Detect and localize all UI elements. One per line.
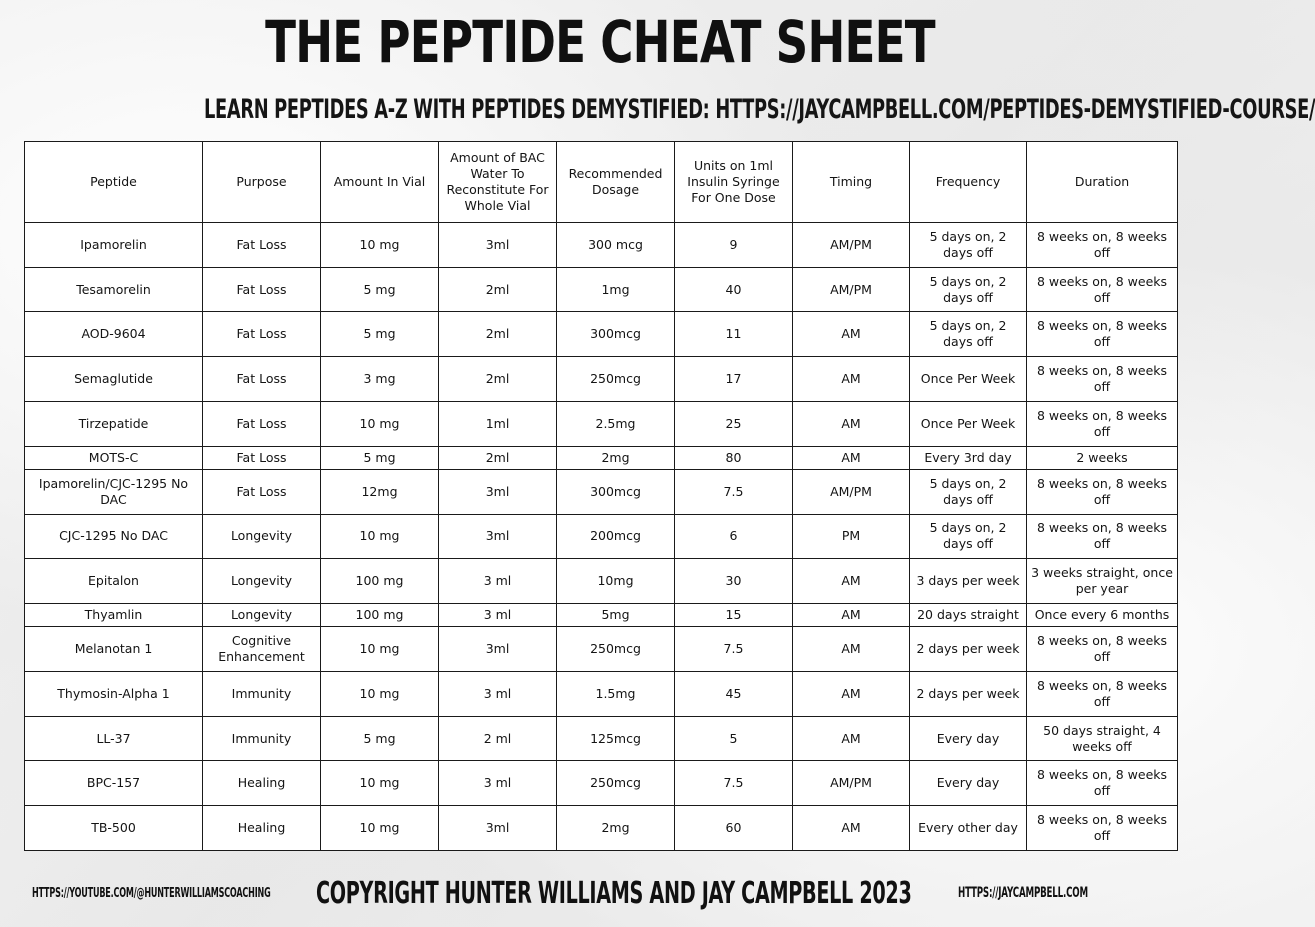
cell-peptide: Tesamorelin (25, 267, 203, 312)
cell-peptide: LL-37 (25, 716, 203, 761)
cell-timing: AM (793, 603, 910, 626)
cell-bac-water: 3 ml (439, 603, 557, 626)
cell-peptide: AOD-9604 (25, 312, 203, 357)
cell-peptide: Ipamorelin (25, 223, 203, 268)
cell-units: 7.5 (675, 469, 793, 514)
cell-duration: 8 weeks on, 8 weeks off (1027, 806, 1178, 851)
cell-recommended-dosage: 300mcg (557, 312, 675, 357)
column-header-duration: Duration (1027, 142, 1178, 223)
cell-duration: 8 weeks on, 8 weeks off (1027, 627, 1178, 672)
cell-frequency: 5 days on, 2 days off (910, 223, 1027, 268)
cell-units: 6 (675, 514, 793, 559)
cell-units: 40 (675, 267, 793, 312)
cell-bac-water: 3 ml (439, 761, 557, 806)
cell-frequency: Once Per Week (910, 357, 1027, 402)
column-header-purpose: Purpose (203, 142, 321, 223)
cell-bac-water: 3ml (439, 514, 557, 559)
cell-recommended-dosage: 300 mcg (557, 223, 675, 268)
cell-recommended-dosage: 300mcg (557, 469, 675, 514)
cell-amount-in-vial: 100 mg (321, 603, 439, 626)
cell-units: 11 (675, 312, 793, 357)
cell-units: 45 (675, 672, 793, 717)
cell-amount-in-vial: 5 mg (321, 446, 439, 469)
cell-units: 7.5 (675, 627, 793, 672)
cell-recommended-dosage: 2mg (557, 806, 675, 851)
cell-timing: AM/PM (793, 223, 910, 268)
cell-duration: 8 weeks on, 8 weeks off (1027, 223, 1178, 268)
cell-recommended-dosage: 250mcg (557, 357, 675, 402)
column-header-peptide: Peptide (25, 142, 203, 223)
cell-purpose: Fat Loss (203, 312, 321, 357)
cell-bac-water: 2 ml (439, 716, 557, 761)
cell-units: 5 (675, 716, 793, 761)
cell-amount-in-vial: 100 mg (321, 559, 439, 604)
cell-recommended-dosage: 1mg (557, 267, 675, 312)
cell-bac-water: 2ml (439, 312, 557, 357)
cell-purpose: Fat Loss (203, 469, 321, 514)
cell-amount-in-vial: 10 mg (321, 401, 439, 446)
cell-units: 7.5 (675, 761, 793, 806)
table-header-row (25, 142, 1178, 223)
cell-purpose: Fat Loss (203, 223, 321, 268)
table-row (25, 559, 1178, 604)
cell-frequency: Every other day (910, 806, 1027, 851)
cell-timing: AM (793, 627, 910, 672)
page-title: THE PEPTIDE CHEAT SHEET (265, 8, 935, 76)
cell-recommended-dosage: 200mcg (557, 514, 675, 559)
table-row (25, 514, 1178, 559)
table-row (25, 401, 1178, 446)
cell-purpose: Healing (203, 806, 321, 851)
cell-duration: 2 weeks (1027, 446, 1178, 469)
cell-purpose: Fat Loss (203, 267, 321, 312)
cell-frequency: 2 days per week (910, 627, 1027, 672)
cell-units: 17 (675, 357, 793, 402)
table-row (25, 672, 1178, 717)
cell-frequency: 5 days on, 2 days off (910, 514, 1027, 559)
cell-bac-water: 2ml (439, 446, 557, 469)
cell-timing: AM (793, 446, 910, 469)
table-body (25, 223, 1178, 851)
cell-purpose: Fat Loss (203, 401, 321, 446)
cell-recommended-dosage: 125mcg (557, 716, 675, 761)
cell-duration: 50 days straight, 4 weeks off (1027, 716, 1178, 761)
peptide-table (24, 141, 1178, 851)
footer-website-link[interactable]: HTTPS://JAYCAMPBELL.COM (958, 885, 1088, 901)
cell-frequency: 20 days straight (910, 603, 1027, 626)
cell-bac-water: 3ml (439, 223, 557, 268)
cell-recommended-dosage: 250mcg (557, 761, 675, 806)
cell-amount-in-vial: 10 mg (321, 672, 439, 717)
cell-frequency: 5 days on, 2 days off (910, 469, 1027, 514)
cell-duration: 8 weeks on, 8 weeks off (1027, 469, 1178, 514)
cell-timing: AM (793, 806, 910, 851)
column-header-frequency: Frequency (910, 142, 1027, 223)
cell-timing: AM/PM (793, 761, 910, 806)
cell-peptide: CJC-1295 No DAC (25, 514, 203, 559)
cell-peptide: Tirzepatide (25, 401, 203, 446)
cell-peptide: Semaglutide (25, 357, 203, 402)
cell-recommended-dosage: 2.5mg (557, 401, 675, 446)
cell-amount-in-vial: 10 mg (321, 806, 439, 851)
cell-duration: 8 weeks on, 8 weeks off (1027, 312, 1178, 357)
cell-duration: 8 weeks on, 8 weeks off (1027, 514, 1178, 559)
cell-purpose: Cognitive Enhancement (203, 627, 321, 672)
cell-recommended-dosage: 250mcg (557, 627, 675, 672)
cell-peptide: MOTS-C (25, 446, 203, 469)
table-row (25, 806, 1178, 851)
cell-units: 9 (675, 223, 793, 268)
cell-amount-in-vial: 3 mg (321, 357, 439, 402)
column-header-timing: Timing (793, 142, 910, 223)
cell-peptide: Ipamorelin/CJC-1295 No DAC (25, 469, 203, 514)
table-row (25, 761, 1178, 806)
cell-units: 15 (675, 603, 793, 626)
cell-timing: AM (793, 716, 910, 761)
cell-duration: 3 weeks straight, once per year (1027, 559, 1178, 604)
cell-peptide: TB-500 (25, 806, 203, 851)
cell-bac-water: 3ml (439, 469, 557, 514)
cell-bac-water: 1ml (439, 401, 557, 446)
cell-purpose: Healing (203, 761, 321, 806)
cell-peptide: Epitalon (25, 559, 203, 604)
cell-timing: AM (793, 559, 910, 604)
cell-purpose: Longevity (203, 603, 321, 626)
cell-duration: 8 weeks on, 8 weeks off (1027, 357, 1178, 402)
cell-timing: AM (793, 312, 910, 357)
cell-units: 25 (675, 401, 793, 446)
cell-frequency: Once Per Week (910, 401, 1027, 446)
cell-bac-water: 3ml (439, 806, 557, 851)
cell-frequency: 3 days per week (910, 559, 1027, 604)
cell-frequency: 2 days per week (910, 672, 1027, 717)
cell-peptide: BPC-157 (25, 761, 203, 806)
cell-timing: AM (793, 401, 910, 446)
table-row (25, 627, 1178, 672)
cell-recommended-dosage: 2mg (557, 446, 675, 469)
cell-duration: 8 weeks on, 8 weeks off (1027, 267, 1178, 312)
cell-frequency: 5 days on, 2 days off (910, 267, 1027, 312)
cell-duration: Once every 6 months (1027, 603, 1178, 626)
cell-purpose: Longevity (203, 559, 321, 604)
cell-units: 30 (675, 559, 793, 604)
column-header-recommended-dosage: Recommended Dosage (557, 142, 675, 223)
cell-recommended-dosage: 5mg (557, 603, 675, 626)
page-subtitle: LEARN PEPTIDES A-Z WITH PEPTIDES DEMYSTIFIED: HTTPS://JAYCAMPBELL.COM/PEPTIDES-DEMYSTIFIED-COURSE/ (203, 94, 1315, 125)
cell-amount-in-vial: 5 mg (321, 267, 439, 312)
cell-timing: PM (793, 514, 910, 559)
table-row (25, 469, 1178, 514)
cell-frequency: 5 days on, 2 days off (910, 312, 1027, 357)
cell-frequency: Every day (910, 761, 1027, 806)
cell-purpose: Immunity (203, 716, 321, 761)
cell-duration: 8 weeks on, 8 weeks off (1027, 672, 1178, 717)
table-row (25, 716, 1178, 761)
cell-bac-water: 2ml (439, 267, 557, 312)
cell-timing: AM (793, 357, 910, 402)
cell-purpose: Fat Loss (203, 357, 321, 402)
cell-bac-water: 2ml (439, 357, 557, 402)
cell-amount-in-vial: 12mg (321, 469, 439, 514)
cell-amount-in-vial: 10 mg (321, 514, 439, 559)
cell-peptide: Thyamlin (25, 603, 203, 626)
table-row (25, 223, 1178, 268)
table-row (25, 603, 1178, 626)
cell-amount-in-vial: 10 mg (321, 223, 439, 268)
table-row (25, 446, 1178, 469)
cell-amount-in-vial: 10 mg (321, 761, 439, 806)
table-row (25, 312, 1178, 357)
cell-bac-water: 3 ml (439, 672, 557, 717)
cell-frequency: Every 3rd day (910, 446, 1027, 469)
column-header-bac-water: Amount of BAC Water To Reconstitute For Whole Vial (439, 142, 557, 223)
cell-purpose: Fat Loss (203, 446, 321, 469)
column-header-amount-in-vial: Amount In Vial (321, 142, 439, 223)
cell-timing: AM (793, 672, 910, 717)
cell-frequency: Every day (910, 716, 1027, 761)
cell-timing: AM/PM (793, 469, 910, 514)
footer-youtube-link[interactable]: HTTPS://YOUTUBE.COM/@HUNTERWILLIAMSCOACHING (32, 885, 271, 901)
cell-duration: 8 weeks on, 8 weeks off (1027, 761, 1178, 806)
cell-recommended-dosage: 1.5mg (557, 672, 675, 717)
footer-copyright: COPYRIGHT HUNTER WILLIAMS AND JAY CAMPBELL 2023 (316, 875, 912, 911)
cell-amount-in-vial: 5 mg (321, 716, 439, 761)
cell-bac-water: 3ml (439, 627, 557, 672)
cell-peptide: Melanotan 1 (25, 627, 203, 672)
cell-amount-in-vial: 5 mg (321, 312, 439, 357)
table-row (25, 357, 1178, 402)
cell-duration: 8 weeks on, 8 weeks off (1027, 401, 1178, 446)
cell-purpose: Longevity (203, 514, 321, 559)
cell-recommended-dosage: 10mg (557, 559, 675, 604)
column-header-units: Units on 1ml Insulin Syringe For One Dose (675, 142, 793, 223)
cell-amount-in-vial: 10 mg (321, 627, 439, 672)
cell-peptide: Thymosin-Alpha 1 (25, 672, 203, 717)
cell-timing: AM/PM (793, 267, 910, 312)
cell-units: 80 (675, 446, 793, 469)
table-row (25, 267, 1178, 312)
cell-purpose: Immunity (203, 672, 321, 717)
cell-units: 60 (675, 806, 793, 851)
cell-bac-water: 3 ml (439, 559, 557, 604)
